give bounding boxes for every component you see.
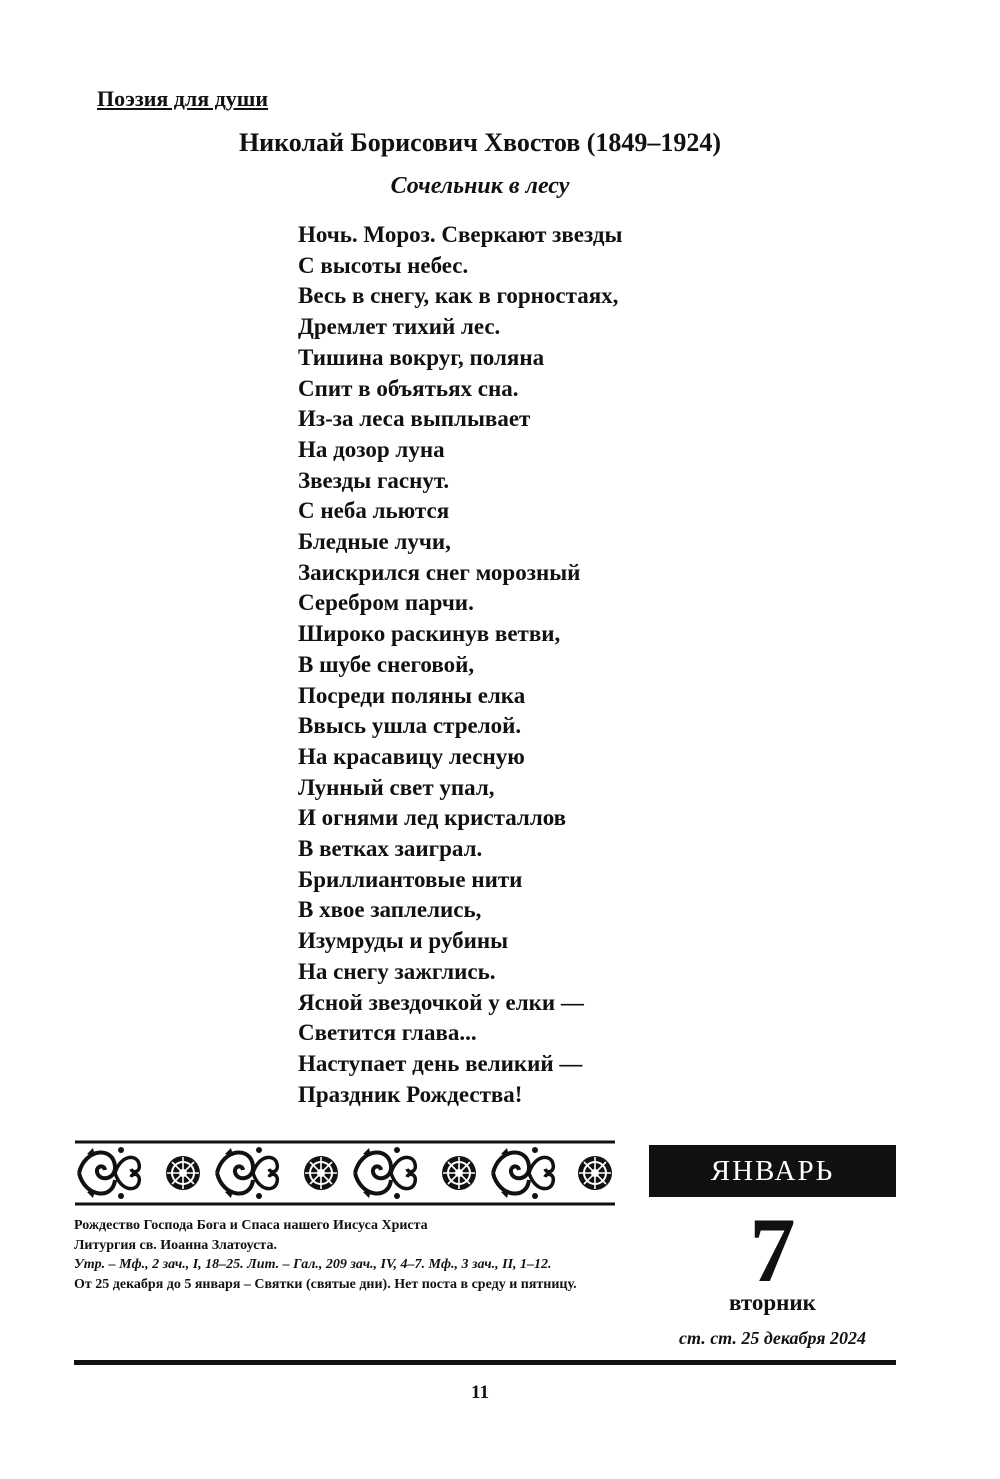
poem-line: В шубе снеговой, [298, 651, 475, 677]
poem-line: На красавицу лесную [298, 743, 525, 769]
fasting-note: От 25 декабря до 5 января – Святки (святые дни). Нет поста в среду и пятницу. [74, 1276, 577, 1292]
poem-line: Звезды гаснут. [298, 467, 450, 493]
poem-line: Изумруды и рубины [298, 928, 509, 954]
poem-line: В ветках заиграл. [298, 836, 483, 862]
poem-line: В хвое заплелись, [298, 897, 482, 923]
poem-line: И огнями лед кристаллов [298, 805, 567, 831]
poem-line: Ввысь ушла стрелой. [298, 713, 522, 739]
poem-line: Тишина вокруг, поляна [298, 344, 545, 370]
poem-body [298, 220, 622, 1110]
poem-line: Спит в объятьях сна. [298, 375, 519, 401]
liturgy-line: Литургия св. Иоанна Златоуста. [74, 1237, 277, 1253]
poem-line: Серебром парчи. [298, 590, 474, 616]
poem-title: Сочельник в лесу [390, 173, 570, 199]
poem-author: Николай Борисович Хвостов (1849–1924) [238, 128, 722, 157]
poem-line: Весь в снегу, как в горностаях, [298, 283, 619, 309]
poem-line: Широко раскинув ветви, [298, 621, 561, 647]
poem-line: С высоты небес. [298, 252, 469, 278]
month-banner: ЯНВАРЬ [649, 1145, 896, 1197]
poem-line: Наступает день великий — [298, 1050, 583, 1076]
poem-line: Из-за леса выплывает [298, 406, 531, 432]
page-number: 11 [471, 1382, 489, 1403]
poem-line: Светится глава... [298, 1020, 477, 1046]
poem-line: Бриллиантовые нити [298, 866, 523, 892]
poem-line: С неба льются [298, 498, 450, 524]
poem-line: На дозор луна [298, 436, 445, 462]
day-number: 7 [749, 1199, 796, 1301]
feast-title: Рождество Господа Бога и Спаса нашего Иисуса Христа [74, 1218, 428, 1233]
poem-line: Заискрился снег морозный [298, 559, 581, 585]
poem-line: Лунный свет упал, [298, 774, 495, 800]
poem-line: Ясной звездочкой у елки — [298, 989, 584, 1015]
weekday-label: вторник [729, 1290, 816, 1315]
section-label: Поэзия для души [97, 86, 269, 111]
poem-line: Бледные лучи, [298, 529, 451, 555]
scripture-readings: Утр. – Мф., 2 зач., I, 18–25. Лит. – Гал., 209 зач., IV, 4–7. Мф., 3 зач., II, 1–12. [74, 1257, 552, 1272]
poem-line: На снегу зажглись. [298, 958, 496, 984]
poem-line: Ночь. Мороз. Сверкают звезды [298, 222, 623, 247]
floral-ornament-border [73, 1140, 617, 1206]
poem-line: Посреди поляны елка [298, 682, 526, 708]
liturgical-notes [74, 1216, 622, 1294]
bottom-rule [74, 1360, 896, 1365]
old-style-date: ст. ст. 25 декабря 2024 [678, 1328, 867, 1348]
poem-line: Дремлет тихий лес. [298, 314, 501, 340]
poem-line: Праздник Рождества! [298, 1081, 523, 1107]
